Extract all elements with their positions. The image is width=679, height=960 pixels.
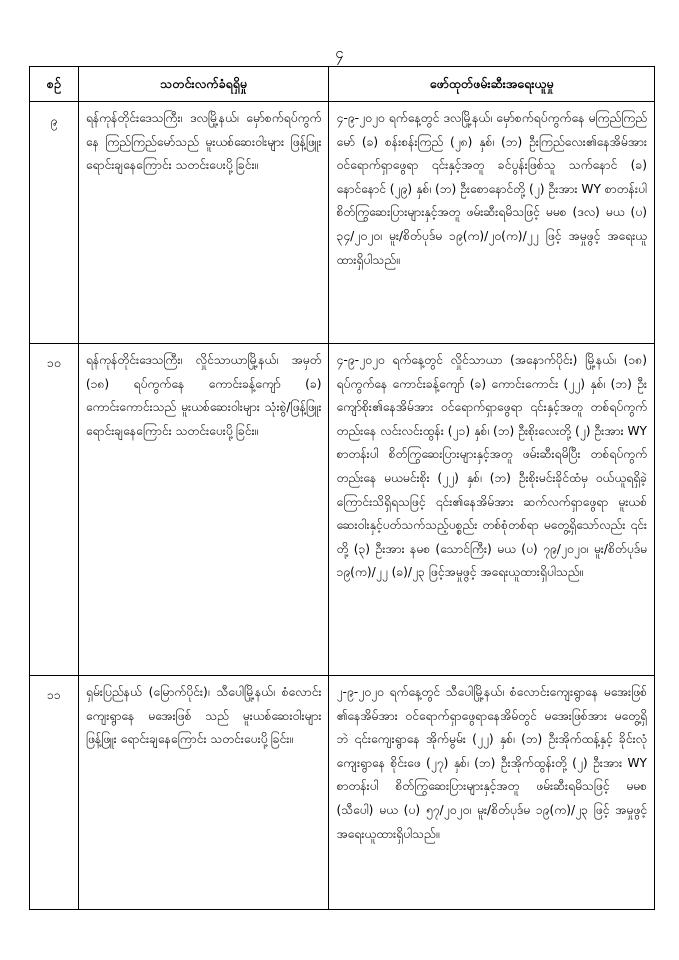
report-table bbox=[29, 66, 655, 910]
row-action: ၂-၉-၂၀၂၀ ရက်နေ့တွင် သီပေါမြို့နယ်၊ စံလောင်းကျေးရွာနေ မအေးဖြစ် ၏နေအိမ်အား ဝင်ရောက်ရှာဖွေရာနေအိမ်တွင် မအေးဖြစ်အား မတွေ့ရှိဘဲ ၎င်းကျေးရွာနေ အိုက်မွမ်း (၂၂) နှစ်၊ (ဘ) ဦးအိုက်ထန့်နှင့် ခိုင်းလုံကျေးရွာနေ စိုင်းဖေ (၂၇) နှစ်၊ (ဘ) ဦးအိုက်ထွန်းတို့ (၂) ဦးအား WY စာတန်းပါ စိတ်ကြွဆေးပြားများနှင့်အတူ ဖမ်းဆီးရမိသဖြင့် မမစ (သီပေါ) မယ (ပ) ၅၇/၂၀၂၀၊ မူး/စိတ်ပုဒ်မ ၁၉(က)/၂၃ ဖြင့် အမှုဖွင့် အရေးယူထားရှိပါသည်။ bbox=[329, 676, 655, 910]
row-information: ရန်ကုန်တိုင်းဒေသကြီး၊ ဒလမြို့နယ်၊ မှော်စက်ရပ်ကွက်နေ ကြည်ကြည်မော်သည် မူးယစ်ဆေးဝါးများ ဖြန့်ဖြူး ရောင်းချနေကြောင်း သတင်းပေးပို့ခြင်း။ bbox=[78, 102, 329, 344]
row-action: ၄-၉-၂၀၂၀ ရက်နေ့တွင် လှိုင်သာယာ (အနောက်ပိုင်း) မြို့နယ်၊ (၁၈) ရပ်ကွက်နေ ကောင်းခန့်ကျော် (ခ) ကောင်းကောင်း (၂၂) နှစ်၊ (ဘ) ဦးကျော်စိုး၏နေအိမ်အား ဝင်ရောက်ရှာဖွေရာ ၎င်းနှင့်အတူ တစ်ရပ်ကွက်တည်းနေ လင်းလင်းထွန်း (၂၁) နှစ်၊ (ဘ) ဦးစိုးလေးတို့ (၂) ဦးအား WY စာတန်းပါ စိတ်ကြွဆေးပြားများနှင့်အတူ ဖမ်းဆီးရမိပြီး တစ်ရပ်ကွက်တည်းနေ မယမင်းစိုး (၂၂) နှစ်၊ (ဘ) ဦးစိုးမင်းခိုင်ထံမှ ဝယ်ယူရရှိခဲ့ကြောင်းသိရှိရသဖြင့် ၎င်း၏နေအိမ်အား ဆက်လက်ရှာဖွေရာ မူးယစ်ဆေးဝါးနှင့်ပတ်သက်သည့်ပစ္စည်း တစ်စုံတစ်ရာ မတွေ့ရှိသော်လည်း ၎င်းတို့ (၃) ဦးအား နမစ (သောင်ကြီး) မယ (ပ) ၇၉/၂၀၂၀၊ မူး/စိတ်ပုဒ်မ ၁၉(က)/၂၂ (ခ)/၂၃ ဖြင့်အမှုဖွင့် အရေးယူထားရှိပါသည်။ bbox=[329, 344, 655, 676]
row-number: ၁၁ bbox=[30, 676, 79, 910]
header-serial-no: စဉ် bbox=[30, 67, 79, 102]
row-information: ရန်ကုန်တိုင်းဒေသကြီး၊ လှိုင်သာယာမြို့နယ်၊ အမှတ် (၁၈) ရပ်ကွက်နေ ကောင်းခန့်ကျော် (ခ) ကောင်းကောင်းသည် မူးယစ်ဆေးဝါးများ သုံးစွဲ/ဖြန့်ဖြူး ရောင်းချနေကြောင်း သတင်းပေးပို့ခြင်း။ bbox=[78, 344, 329, 676]
header-action-taken: ဖော်ထုတ်ဖမ်းဆီးအရေးယူမှု bbox=[329, 67, 655, 102]
table-row bbox=[30, 676, 655, 910]
table-header-row bbox=[30, 67, 655, 102]
header-information-received: သတင်းလက်ခံရရှိမှု bbox=[78, 67, 329, 102]
table-row bbox=[30, 102, 655, 344]
row-number: ၉ bbox=[30, 102, 79, 344]
row-information: ရှမ်းပြည်နယ် (မြောက်ပိုင်း)၊ သီပေါမြို့နယ်၊ စံလောင်းကျေးရွာနေ မအေးဖြစ် သည် မူးယစ်ဆေးဝါးများဖြန့်ဖြူး ရောင်းချနေကြောင်း သတင်းပေးပို့ခြင်း။ bbox=[78, 676, 329, 910]
page-number: ၄ bbox=[335, 44, 344, 62]
row-action: ၄-၉-၂၀၂၀ ရက်နေ့တွင် ဒလမြို့နယ်၊ မှော်စက်ရပ်ကွက်နေ မကြည်ကြည်မော် (ခ) စန်းစန်းကြည် (၂၈) နှစ်၊ (ဘ) ဦးကြည်လေး၏နေအိမ်အား ဝင်ရောက်ရှာဖွေရာ ၎င်းနှင့်အတူ ခင်ပွန်းဖြစ်သူ သက်နောင် (ခ) နောင်နောင် (၂၉) နှစ်၊ (ဘ) ဦးစောနောင်တို့ (၂) ဦးအား WY စာတန်းပါ စိတ်ကြွဆေးပြားများနှင့်အတူ ဖမ်းဆီးရမိသဖြင့် မမစ (ဒလ) မယ (ပ) ၃၄/၂၀၂၀၊ မူး/စိတ်ပုဒ်မ ၁၉(က)/၂၀(က)/၂၂ ဖြင့် အမှုဖွင့် အရေးယူထားရှိပါသည်။ bbox=[329, 102, 655, 344]
row-number: ၁၀ bbox=[30, 344, 79, 676]
table-row bbox=[30, 344, 655, 676]
